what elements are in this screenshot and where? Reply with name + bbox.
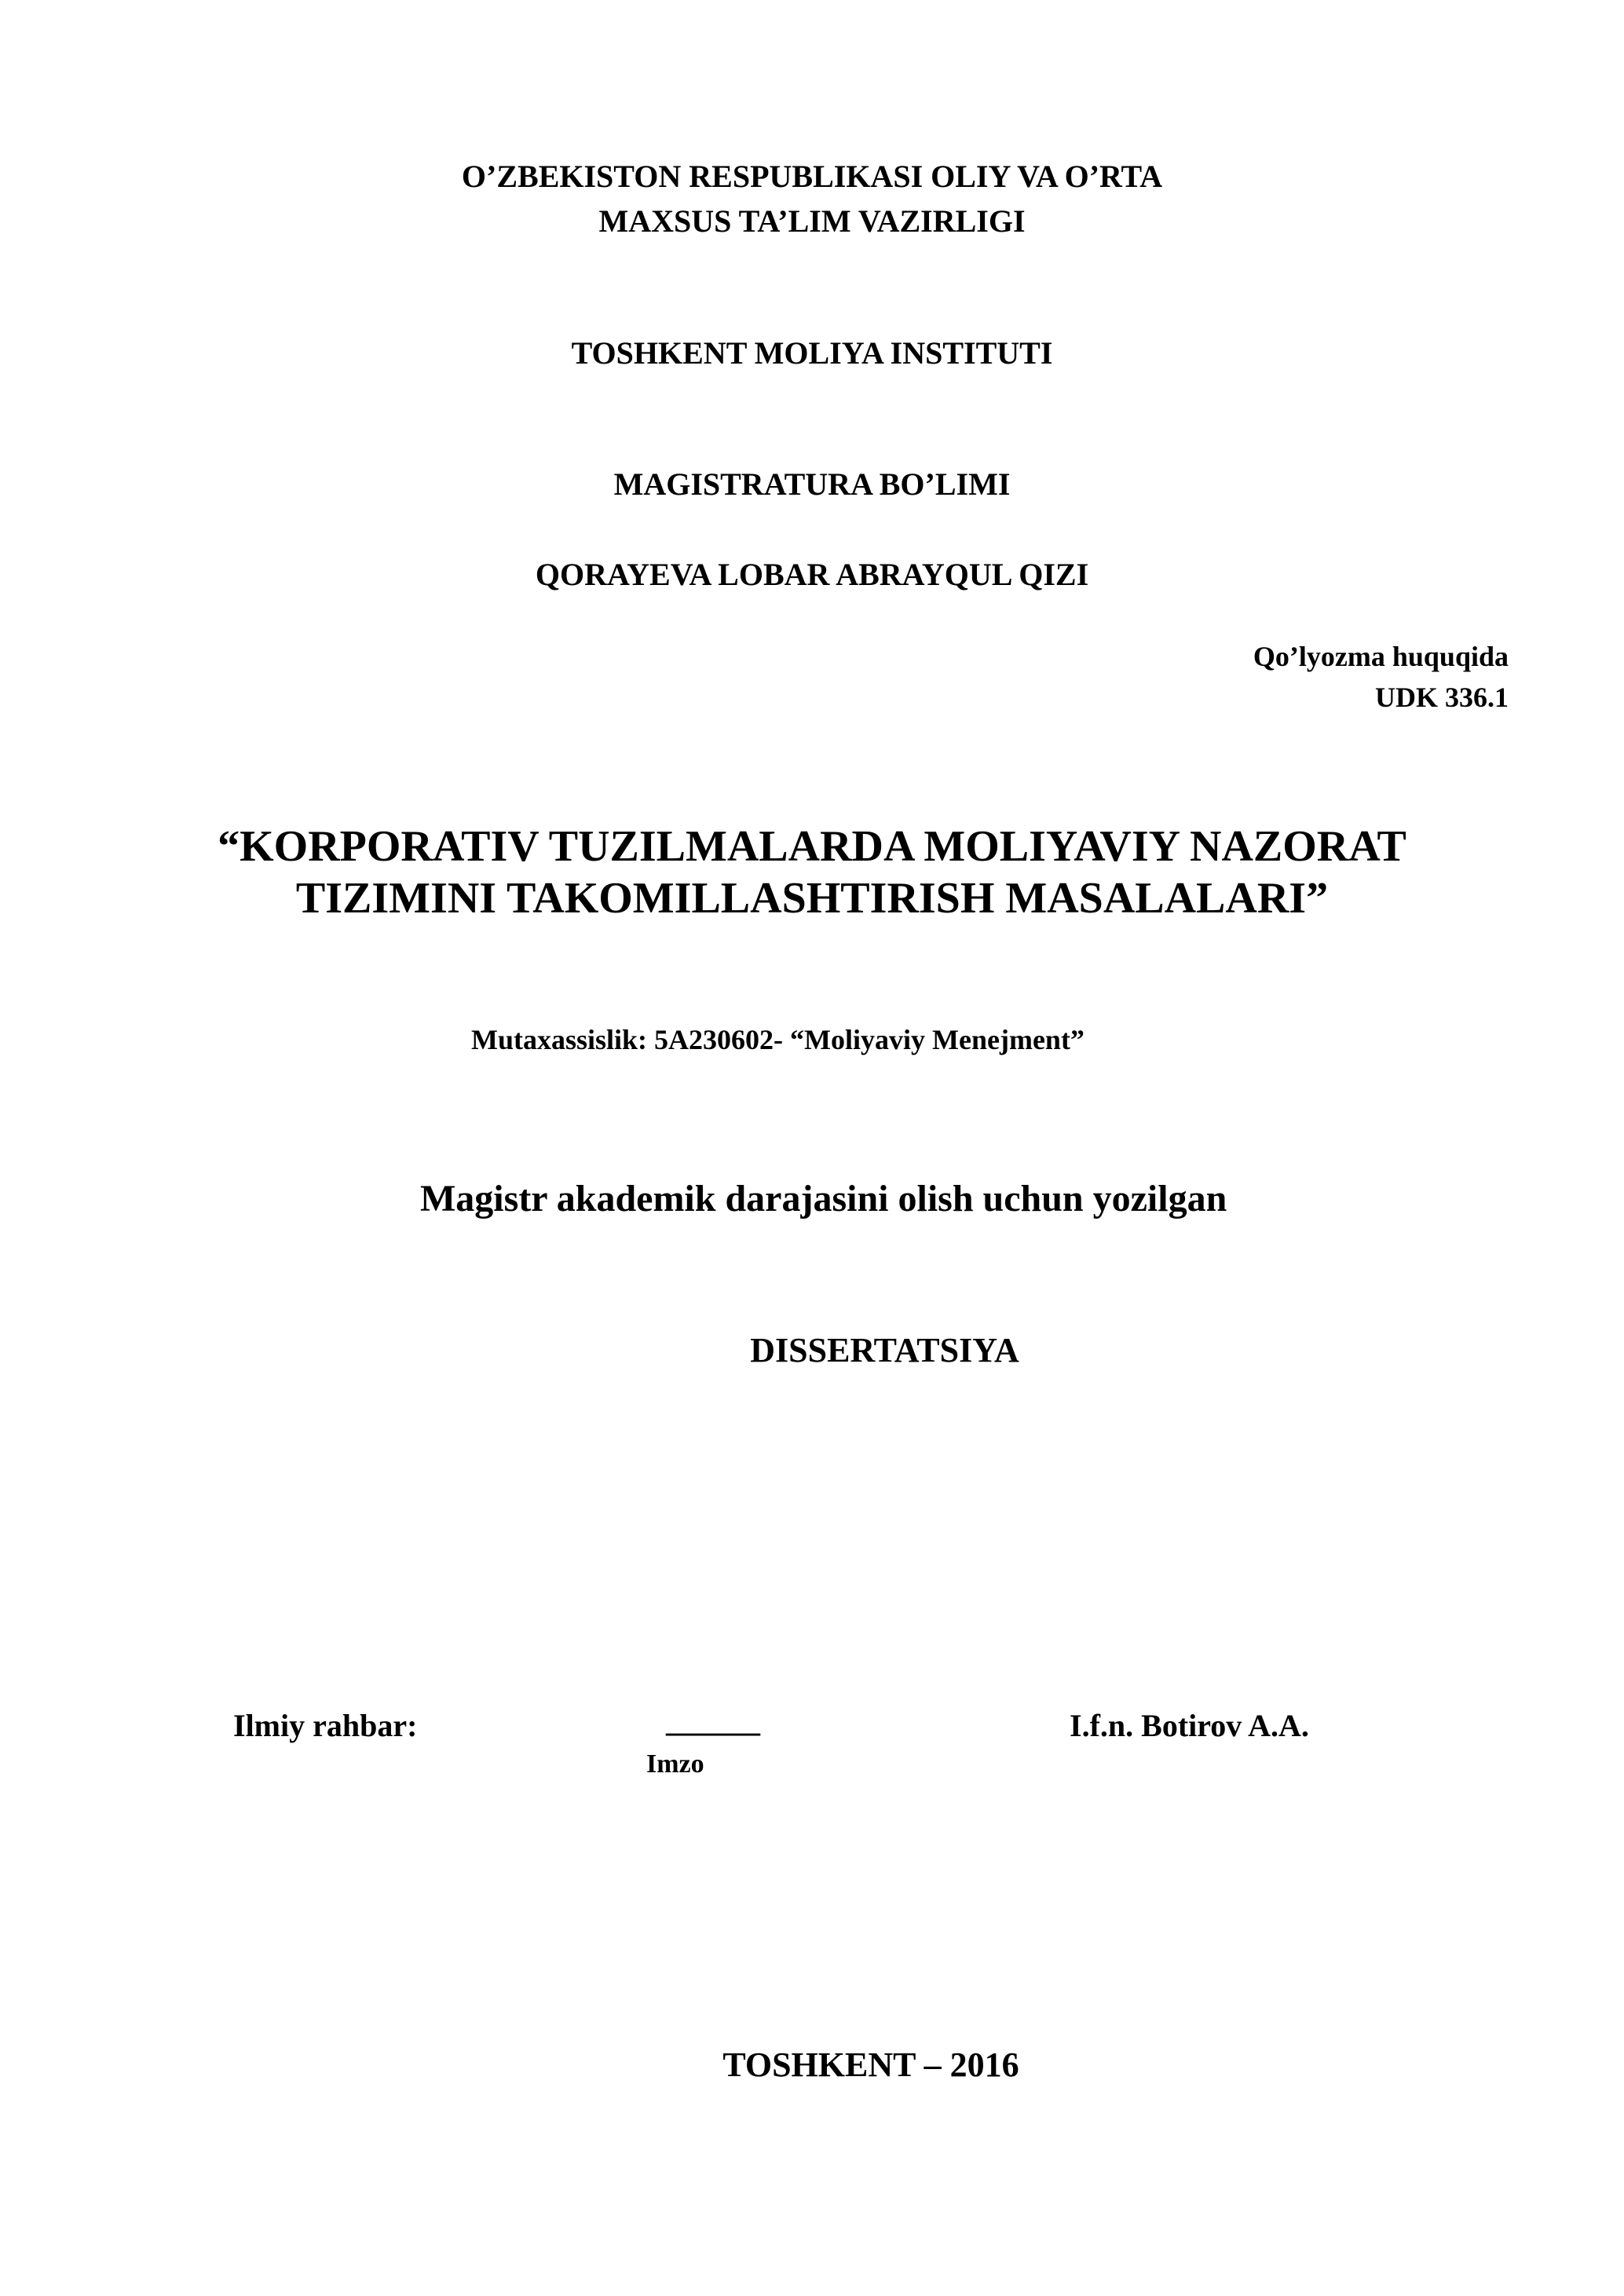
supervisor-label: Ilmiy rahbar:	[233, 1708, 418, 1743]
ministry-line-2: MAXSUS TA’LIM VAZIRLIGI	[598, 203, 1026, 239]
department-name: MAGISTRATURA BO’LIMI	[613, 466, 1011, 502]
city-year: TOSHKENT – 2016	[722, 2046, 1019, 2084]
ministry-line-1: O’ZBEKISTON RESPUBLIKASI OLIY VA O’RTA	[461, 159, 1163, 194]
signature-line: ______	[666, 1703, 760, 1738]
degree-text: Magistr akademik darajasini olish uchun yozilgan	[420, 1178, 1227, 1219]
manuscript-rights: Qo’lyozma huquqida	[1253, 641, 1509, 672]
supervisor-name: I.f.n. Botirov A.A.	[1070, 1708, 1309, 1743]
author-name: QORAYEVA LOBAR ABRAYQUL QIZI	[535, 557, 1089, 592]
signature-caption: Imzo	[646, 1749, 704, 1779]
thesis-title-line-1: “KORPORATIV TUZILMALARDA MOLIYAVIY NAZORAT	[218, 822, 1406, 871]
thesis-title-line-2: TIZIMINI TAKOMILLASHTIRISH MASALALARI”	[295, 874, 1329, 923]
institute-name: TOSHKENT MOLIYA INSTITUTI	[571, 335, 1053, 371]
document-type: DISSERTATSIYA	[750, 1331, 1019, 1369]
specialty: Mutaxassislik: 5A230602- “Moliyaviy Menejment”	[471, 1024, 1084, 1055]
udk-code: UDK 336.1	[1375, 682, 1509, 713]
